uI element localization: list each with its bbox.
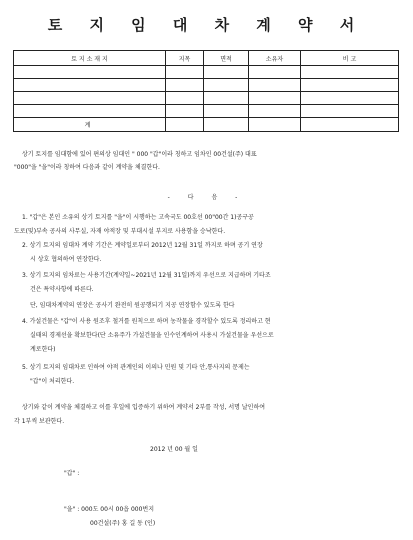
header-owner: 소유자 xyxy=(249,51,301,66)
item-3-line-2: 건은 특약사항에 따른다. xyxy=(30,286,94,293)
table-row xyxy=(14,79,399,92)
item-2-line-2: 시 상호 협의하여 연장한다. xyxy=(30,256,102,263)
header-area: 면적 xyxy=(204,51,249,66)
total-label: 계 xyxy=(14,118,166,132)
land-table-header xyxy=(14,51,399,66)
table-row xyxy=(14,105,399,118)
item-4-line-2: 실태의 경제선을 확보한다(단 소유주가 가설건물을 인수인계하여 사용시 가설건물을 우선으로 xyxy=(30,332,274,339)
closing-line-2: 각 1부씩 보관한다. xyxy=(14,418,65,425)
document-title: 토 지 임 대 차 계 약 서 xyxy=(47,16,366,34)
intro-line-1: 상기 토지를 임대함에 있어 편의상 임대인 " 000 "갑"이라 칭하고 임차인 00건설(주) 대표 xyxy=(22,151,257,158)
table-total-row xyxy=(14,118,399,132)
item-5-line-2: "갑"이 처리한다. xyxy=(30,378,75,385)
party-b-address: "을" : 000도 00시 00읍 000번지 xyxy=(64,506,155,513)
header-remarks: 비 고 xyxy=(301,51,399,66)
closing-line-1: 상기와 같이 계약을 체결하고 이를 후일에 입증하기 위하여 계약서 2부를 작성, 서명 날인하여 xyxy=(22,404,266,411)
item-1-line-1: 1. "갑"은 본인 소유의 상기 토지를 "을"이 시행하는 고속국도 00호선 00"00간 1)공구공 xyxy=(22,214,254,221)
header-land-category: 지목 xyxy=(166,51,204,66)
land-table xyxy=(13,50,399,132)
party-b-company: 00건설(주) 홍 길 동 (인) xyxy=(90,520,156,527)
party-a-label: "갑" : xyxy=(64,470,80,477)
table-row xyxy=(14,66,399,79)
table-row xyxy=(14,92,399,105)
item-2-line-1: 2. 상기 토지의 임대차 계약 기간은 계약일로부터 2012년 12월 31일 까지로 하며 공기 연장 xyxy=(22,242,263,249)
item-3-note: 단, 임대차계약의 연장은 공사기 완전히 원공행되기 지공 연장함수 있도록 한다 xyxy=(30,302,235,309)
item-4-line-3: 계로한다) xyxy=(30,346,56,353)
section-heading: - 다 음 - xyxy=(167,194,246,201)
item-5-line-1: 5. 상기 토지의 임대차로 인하여 야적 관계인의 이의나 민원 및 기타 안,통사지의 문제는 xyxy=(22,364,250,371)
contract-date: 2012 년 00 월 일 xyxy=(150,446,198,453)
intro-line-2: "000"을 "을"이라 칭하여 다음과 같이 계약을 체결한다. xyxy=(14,164,160,171)
item-1-line-2: 도로(및)부속 공사의 사무실, 자재 야적장 및 부대시설 부지로 사용함을 승낙한다. xyxy=(14,228,226,235)
item-4-line-1: 4. 가설건물은 "갑"이 사용 원조후 철거를 원칙으로 하며 농작물을 경작할수 있도록 정리하고 현 xyxy=(22,318,271,325)
item-3-line-1: 3. 상기 토지의 임차료는 사용기간(계약일~2021년 12월 31일)까지 우선으로 지급하며 기타조 xyxy=(22,272,271,279)
header-location: 토 지 소 재 지 xyxy=(14,51,166,66)
